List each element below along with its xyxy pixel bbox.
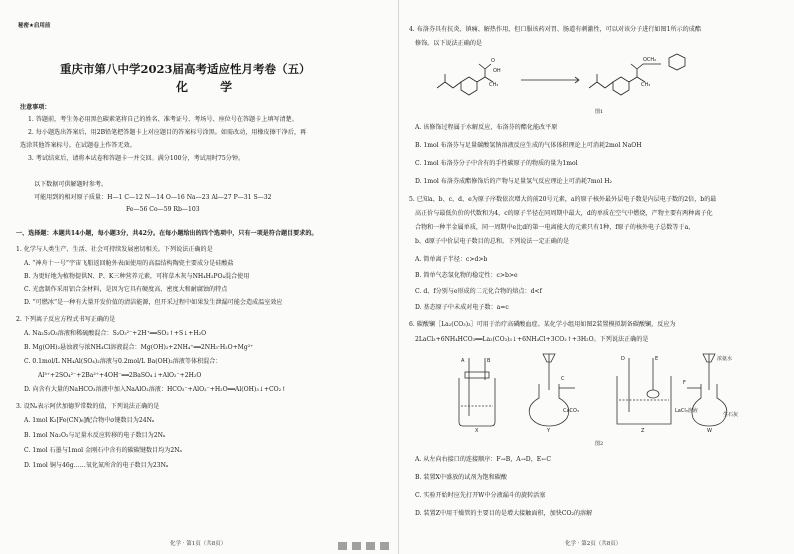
label-nh3: 浓氨水 (717, 356, 733, 362)
apparatus-figure (439, 350, 749, 432)
q5-stem-line-3: 合物和一种半金属单质，同一周期中e比d的第一电离能大的元素只有1种，f原子的核外电子总数等于a、 (415, 224, 695, 231)
svg-text:OCH₂: OCH₂ (643, 57, 657, 63)
page-1-footer: 化学 · 第1页（共8页） (170, 541, 227, 547)
svg-text:OH: OH (493, 68, 501, 74)
confidential-label: 秘密★启用前 (18, 23, 51, 29)
page-2-footer: 化学 · 第2页（共8页） (565, 541, 622, 547)
section-1-heading: 一、选择题：本题共14小题，每小题3分，共42分。在每小题给出的四个选项中，只有一项是符合题目要求的。 (16, 230, 318, 237)
notes-heading: 注意事项： (20, 104, 51, 111)
q4-stem-line-1: 4. 布洛芬具有抗炎、镇痛、解热作用，但口服该药对胃、肠道有刺激性，可以对该分子进行如图1所示的成酯 (409, 26, 701, 33)
page-2 (398, 0, 794, 554)
q3-option-b: B. 1mol Na₂O₂与足量水反应转移的电子数目为2Nₐ (24, 432, 166, 439)
label-D: D (621, 356, 625, 362)
label-E: E (655, 356, 659, 362)
q5-stem-line-4: b、d原子中价层电子数目的总和。下列说法一定正确的是 (415, 238, 570, 245)
reference-atomic-masses-2: Fe—56 Co—59 Rb—103 (126, 206, 200, 213)
q3-option-d: D. 1mol 铜与46g……氧化氮所含的电子数目为23Nₐ (24, 462, 169, 469)
q3-option-a: A. 1mol K₃[Fe(CN)₆]配合物中σ键数目为24Nₐ (24, 417, 155, 424)
q1-option-c: C. 光盘制作采用铝合金材料，是因为它具有硬度高、密度大和耐腐蚀的特点 (24, 286, 228, 293)
q4-option-c: C. 1mol 布洛芬分子中含有的手性碳原子的物质的量为1mol (415, 160, 578, 167)
reference-atomic-masses-1: 可能用到的相对原子质量：H—1 C—12 N—14 O—16 Na—23 Al—27 P—31 S—32 (34, 194, 272, 201)
label-A: A (461, 358, 465, 364)
svg-text:O: O (491, 58, 495, 64)
figure-1-caption: 图1 (595, 109, 604, 115)
exam-subject: 化 学 (176, 80, 247, 94)
svg-text:CH₃: CH₃ (641, 82, 651, 88)
note-line-2: 2. 每小题选出答案后，用2B铅笔把答题卡上对应题目的答案标号涂黑。如需改动，用橡皮擦干净后，再 (28, 129, 307, 136)
q1-option-b: B. 为更好地为植物提供N、P、K三种营养元素，可将草木灰与NH₄H₂PO₄混合使用 (24, 273, 250, 280)
q2-option-c-equation: Al³⁺+2SO₄²⁻+2Ba²⁺+4OH⁻══2BaSO₄↓+AlO₂⁻+2H₂O (38, 372, 202, 379)
label-cao: 生石灰 (723, 412, 739, 418)
label-F: F (683, 380, 686, 386)
q6-stem-line-2: 2LaCl₃+6NH₄HCO₃══La₂(CO₃)₃↓+6NH₄Cl+3CO₂↑+3H₂O。下列说法正确的是 (415, 336, 649, 343)
exam-title: 重庆市第八中学2023届高考适应性月考卷（五） (60, 62, 311, 76)
q5-stem-line-2: 高正价与最低负价的代数和为4，c的原子半径在同周期中最大，d的单质在空气中燃烧，产物主要有两种离子化 (415, 210, 713, 217)
label-C: C (561, 376, 565, 382)
scan-marker (352, 542, 361, 550)
q6-stem-line-1: 6. 碳酸镧［La₂(CO₃)₃］可用于治疗高磷酸血症。某化学小组用如图2装置模拟制备碳酸镧，反应为 (409, 321, 676, 328)
q2-option-b: B. Mg(OH)₂悬浊液与浓NH₄Cl溶液混合：Mg(OH)₂+2NH₄⁺══2NH₃·H₂O+Mg²⁺ (24, 344, 254, 351)
q5-option-a: A. 简单离子半径：c>d>b (415, 256, 488, 263)
q6-option-d: D. 装置Z中用干燥管的主要目的是增大接触面积，加快CO₂的溶解 (415, 510, 593, 517)
label-W: W (707, 428, 712, 432)
label-B: B (487, 358, 491, 364)
label-X: X (475, 428, 479, 432)
q4-option-d: D. 1mol 布洛芬成酯修饰后的产物与足量氢气反应理论上可消耗7mol H₂ (415, 178, 612, 185)
label-lacl3: LaCl₃溶液 (675, 408, 698, 414)
q5-option-c: C. d、f分别与e形成的二元化合物的熔点：d<f (415, 288, 542, 295)
q2-option-a: A. Na₂S₂O₃溶液和稀硫酸混合：S₂O₃²⁻+2H⁺══SO₂↑+S↓+H₂O (24, 330, 207, 337)
label-caco3: CaCO₃ (563, 408, 579, 414)
figure-2-caption: 图2 (595, 441, 604, 447)
q6-option-c: C. 实验开始时应先打开W中分液漏斗的旋转活塞 (415, 492, 546, 499)
q1-option-d: D. “可燃冰”是一种有大量开发价值的清洁能源，但开采过程中如果发生泄漏可能会造成温室效应 (24, 299, 283, 306)
q5-stem-line-1: 5. 已知a、b、c、d、e为原子序数依次增大的前20号元素，a的原子核外最外层电子数是内层电子数的2倍，b的最 (409, 196, 717, 203)
q4-option-b: B. 1mol 布洛芬与足量碳酸氢钠溶液反应生成的气体体积理论上可消耗2mol NaOH (415, 142, 642, 149)
ibuprofen-esterification-figure (429, 52, 729, 100)
note-line-3: 选涂其他答案标号。在试题卷上作答无效。 (20, 142, 136, 149)
label-Z: Z (641, 428, 645, 432)
q2-option-d: D. 向含有大量的NaHCO₃溶液中加入NaAlO₂溶液：HCO₃⁻+AlO₂⁻+H₂O══Al(OH)₃↓+CO₂↑ (24, 386, 287, 393)
q4-stem-line-2: 修饰。以下说法正确的是 (415, 40, 483, 47)
scan-marker (366, 542, 375, 550)
q3-option-c: C. 1mol 石墨与1mol 金刚石中含有的碳碳键数目均为2Nₐ (24, 447, 182, 454)
svg-text:CH₃: CH₃ (489, 82, 499, 88)
q2-stem: 2. 下列离子反应方程式书写正确的是 (16, 316, 116, 323)
q3-stem: 3. 设Nₐ表示阿伏加德罗常数的值，下列说法正确的是 (16, 403, 160, 410)
q6-option-a: A. 从左向右接口的连接顺序：F→B，A→D，E←C (415, 456, 552, 463)
label-Y: Y (547, 428, 551, 432)
scan-marker (380, 542, 389, 550)
q1-stem: 1. 化学与人类生产、生活、社会可持续发展密切相关。下列说法正确的是 (16, 246, 213, 253)
scan-marker (338, 542, 347, 550)
note-line-1: 1. 答题前，考生务必用黑色碳素笔将自己的姓名、准考证号、考场号、座位号在答题卡上填写清楚。 (28, 116, 298, 123)
q5-option-d: D. 基态原子中未成对电子数：a=c (415, 304, 509, 311)
q4-option-a: A. 该修饰过程属于水解反应，布洛芬的酯化能改平原 (415, 124, 558, 131)
note-line-4: 3. 考试结束后，请将本试卷和答题卡一并交回。满分100分，考试用时75分钟。 (28, 155, 245, 162)
q2-option-c: C. 0.1mol/L NH₄Al(SO₄)₂溶液与0.2mol/L Ba(OH)₂溶液等体积混合： (24, 358, 222, 365)
q6-option-b: B. 装置X中盛放的试剂为饱和碳酸 (415, 474, 507, 481)
q1-option-a: A. “神舟十一号”宇宙飞船返回舱外表面使用的高温结构陶瓷主要成分是硅酸盐 (24, 260, 234, 267)
q5-option-b: B. 简单气态氢化物的稳定性：c>b>e (415, 272, 518, 279)
reference-intro: 以下数据可供解题时参考。 (34, 181, 108, 188)
